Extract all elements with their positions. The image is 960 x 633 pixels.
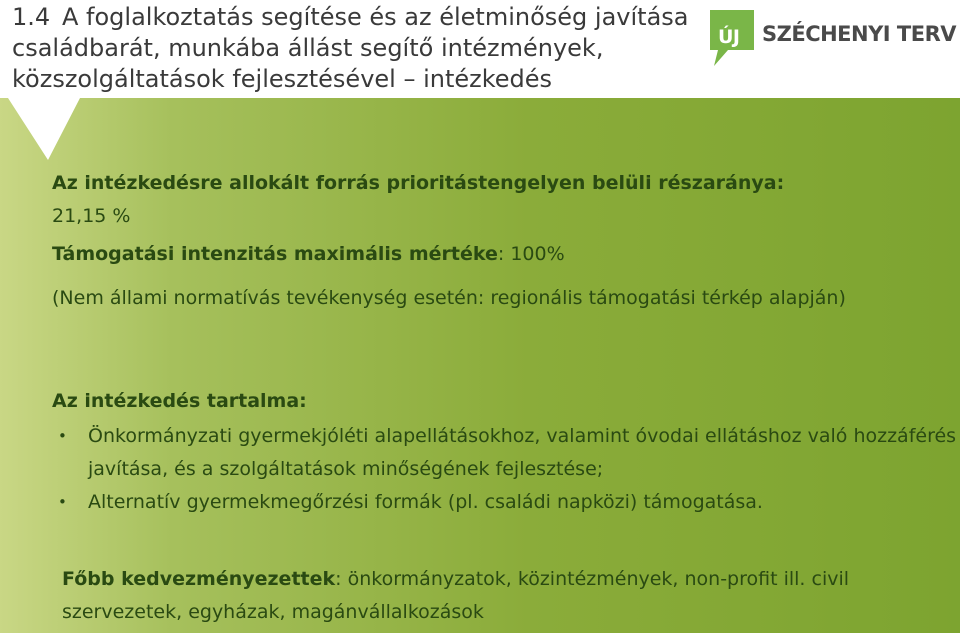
beneficiaries-value: : önkormányzatok, közintézmények, non-profit ill. civil szervezetek, egyházak, magánvállalkozások bbox=[62, 568, 850, 623]
intensity-label: Támogatási intenzitás maximális mértéke bbox=[52, 243, 498, 265]
allocation-value: 21,15 % bbox=[52, 205, 131, 227]
section-number: 1.4 bbox=[12, 3, 51, 31]
content-heading: Az intézkedés tartalma: bbox=[52, 390, 307, 412]
intensity-line bbox=[52, 243, 565, 265]
speech-pointer-icon bbox=[8, 90, 88, 170]
beneficiaries-label: Főbb kedvezményezettek bbox=[62, 568, 336, 590]
list-item: • Alternatív gyermekmegőrzési formák (pl. családi napközi) támogatása. bbox=[58, 486, 958, 519]
allocation-label: Az intézkedésre allokált forrás prioritástengelyen belüli részaránya: bbox=[52, 172, 785, 194]
logo-name: SZÉCHENYI TERV bbox=[762, 22, 957, 46]
logo-mark-text: ÚJ bbox=[718, 26, 740, 48]
intensity-value: : 100% bbox=[497, 243, 565, 265]
title-text: A foglalkoztatás segítése és az életminőség javítása családbarát, munkába állást segítő intézmények, közszolgáltatások fejlesztésével – intézkedés bbox=[12, 3, 689, 93]
list-item: • Önkormányzati gyermekjóléti alapellátásokhoz, valamint óvodai ellátáshoz való hozzáférés javítása, és a szolgáltatások minőségének fejlesztése; bbox=[58, 420, 958, 486]
content-bullet-list bbox=[58, 420, 958, 519]
intensity-note: (Nem állami normatívás tevékenység esetén: regionális támogatási térkép alapján) bbox=[52, 287, 846, 309]
beneficiaries-line bbox=[62, 563, 957, 629]
slide-title bbox=[12, 2, 702, 95]
